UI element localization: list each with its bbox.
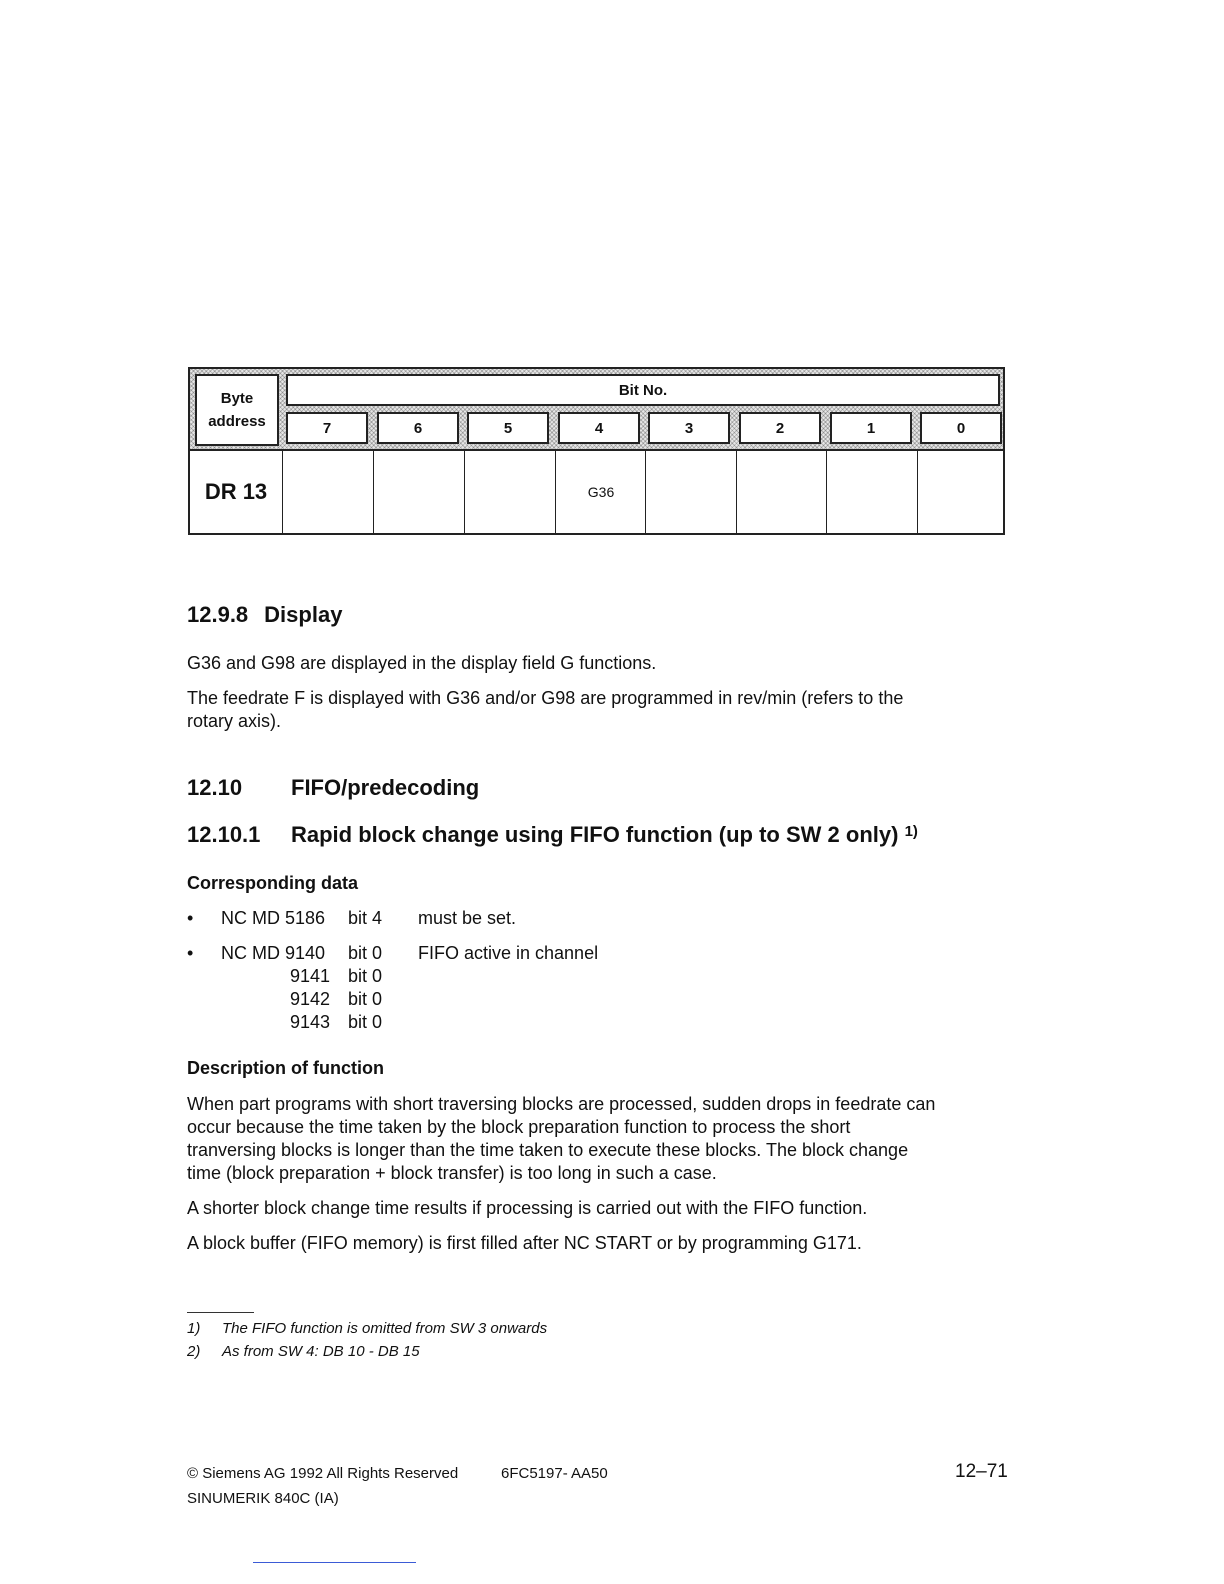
address-label: address [208,413,266,430]
bit-no-header: Bit No. [286,374,1000,406]
footnote-number: 1) [187,1320,201,1337]
paragraph-line: rotary axis). [187,711,282,731]
bit-table [188,367,1005,535]
bit-2-header: 2 [739,412,821,444]
footnote-text: The FIFO function is omitted from SW 3 onwards [222,1320,548,1337]
section-title: Display [264,602,343,627]
paragraph-line: The feedrate F is displayed with G36 and/or G98 are programmed in rev/min (refers to the [187,688,904,708]
byte-label: Byte [220,390,254,407]
table-header [190,369,1003,449]
machine-data-bit: bit 0 [348,943,383,963]
machine-data-description: FIFO active in channel [418,943,599,963]
bit-3-header: 3 [648,412,730,444]
section-number: 12.10 [187,775,243,800]
machine-data-label: NC MD 9140 [221,943,326,963]
page-number: 12–71 [955,1461,1008,1482]
byte-address-header [195,374,279,446]
footnote-rule [187,1312,254,1313]
footer-product: SINUMERIK 840C (IA) [187,1490,339,1507]
bit-0-header: 0 [920,412,1002,444]
section-title: FIFO/predecoding [291,775,480,800]
bit-1-cell [827,451,917,533]
bit-2-cell [737,451,827,533]
machine-data-bit: bit 0 [348,989,383,1009]
paragraph-line: occur because the time taken by the block preparation function to process the short [187,1117,851,1137]
footnote-text: As from SW 4: DB 10 - DB 15 [222,1343,420,1360]
bit-4-cell: G36 [587,484,615,500]
paragraph: A block buffer (FIFO memory) is first filled after NC START or by programming G171. [187,1233,862,1253]
table-row [190,449,1003,533]
link-underline [253,1562,416,1563]
paragraph: G36 and G98 are displayed in the display field G functions. [187,653,657,673]
machine-data-bit: bit 4 [348,908,383,928]
bullet-icon: • [187,908,194,928]
subheading-corresponding-data: Corresponding data [187,873,359,893]
section-heading-rapid-block-change [291,822,918,848]
byte-address-cell: DR 13 [204,479,268,504]
footer-copyright: © Siemens AG 1992 All Rights Reserved [187,1465,459,1482]
paragraph-line: When part programs with short traversing blocks are processed, sudden drops in feedrate can [187,1094,936,1114]
bit-3-cell [646,451,736,533]
bit-0-cell [918,451,1003,533]
footnote-reference: 1) [904,823,918,840]
section-heading-display [187,602,342,628]
machine-data-bit: bit 0 [348,1012,383,1032]
bit-6-cell [374,451,464,533]
bit-5-cell [465,451,555,533]
paragraph-line: time (block preparation + block transfer) is too long in such a case. [187,1163,717,1183]
machine-data-number: 9142 [290,989,331,1009]
bit-4-header: 4 [558,412,640,444]
section-heading-fifo [187,775,242,801]
section-title: Rapid block change using FIFO function (up to SW 2 only) [291,822,899,847]
bit-7-header: 7 [286,412,368,444]
machine-data-description: must be set. [418,908,517,928]
bit-7-cell [283,451,373,533]
machine-data-number: 9141 [290,966,331,986]
machine-data-bit: bit 0 [348,966,383,986]
bit-5-header: 5 [467,412,549,444]
bullet-icon: • [187,943,194,963]
section-number: 12.10.1 [187,822,261,847]
paragraph-line: tranversing blocks is longer than the time taken to execute these blocks. The block change [187,1140,909,1160]
machine-data-label: NC MD 5186 [221,908,326,928]
machine-data-number: 9143 [290,1012,331,1032]
footer-order-number: 6FC5197- AA50 [501,1465,608,1482]
bit-6-header: 6 [377,412,459,444]
bit-1-header: 1 [830,412,912,444]
paragraph: A shorter block change time results if processing is carried out with the FIFO function. [187,1198,868,1218]
subheading-description-of-function: Description of function [187,1058,384,1078]
footnote-number: 2) [187,1343,201,1360]
section-number: 12.9.8 [187,602,249,627]
